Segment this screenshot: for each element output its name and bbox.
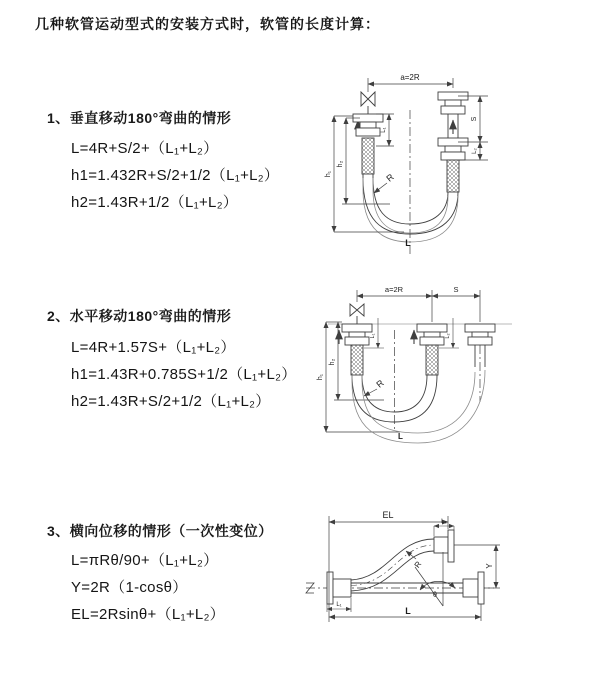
section-2-heading: 2、水平移动180°弯曲的情形: [47, 308, 232, 324]
d1-dim-l2-label: L₂: [472, 148, 478, 154]
d3-left-flange: [327, 572, 351, 604]
section-3-heading: 3、横向位移的情形（一次性变位）: [47, 523, 273, 539]
d2-dim-l1-label: L₁: [370, 333, 376, 339]
section-1-heading: 1、垂直移动180°弯曲的情形: [47, 110, 232, 126]
d3-dim-l-label: L: [405, 606, 411, 616]
d3-right-flange-lower: [463, 572, 484, 604]
d1-radius-label: R: [384, 171, 396, 184]
d2-dim-h2-label: h₂: [329, 358, 336, 366]
d3-dim-y-label: Y: [485, 563, 494, 569]
section-3-formula-EL: EL=2Rsinθ+（L₁+L₂）: [71, 606, 225, 623]
diagram-lateral-displacement: [298, 502, 598, 652]
d2-length-label: L: [398, 432, 403, 441]
d3-angle-label: θ: [433, 592, 437, 599]
d1-dim-a-label: a=2R: [400, 73, 420, 82]
section-1-formula-h1: h1=1.432R+S/2+1/2（L₁+L₂）: [71, 167, 280, 184]
section-2-formula-L: L=4R+1.57S+（L₁+L₂）: [71, 339, 236, 356]
d2-dim-a-label: a=2R: [384, 285, 404, 294]
section-3-formula-Y: Y=2R（1-cosθ）: [71, 579, 188, 596]
section-2-formula-h2: h2=1.43R+S/2+1/2（L₁+L₂）: [71, 393, 271, 410]
d2-left-flange: [342, 324, 372, 345]
d1-dim-l1-label: L₁: [381, 127, 387, 133]
d3-right-flange-upper: [434, 530, 454, 562]
section-1-formula-h2: h2=1.43R+1/2（L₁+L₂）: [71, 194, 239, 211]
d2-hose-phantom: [352, 370, 485, 443]
d3-hose-lower-wall: [351, 551, 434, 591]
d1-length-label: L: [405, 238, 411, 248]
diagram-horizontal-180-bend: [312, 282, 597, 462]
d1-right-braid: [447, 160, 459, 192]
d2-right-flange: [465, 324, 495, 345]
d2-dim-h1-label: h₁: [317, 373, 324, 381]
d2-left-braid: [351, 345, 363, 375]
d3-radius-label: R: [412, 559, 424, 570]
d3-radius-leader: [406, 551, 416, 559]
d1-dim-h2-label: h₂: [337, 160, 344, 168]
section-1-formula-L: L=4R+S/2+（L₁+L₂）: [71, 140, 219, 157]
d3-drawing: [306, 516, 500, 622]
d1-right-flange-top: [438, 92, 468, 114]
d2-valve-icon: [350, 304, 364, 316]
d3-dim-l1-label: L₁: [336, 602, 342, 608]
d1-hose-inner: [373, 174, 448, 224]
d2-drawing: [326, 290, 512, 443]
d1-dim-h1-label: h₁: [325, 170, 332, 178]
d2-middle-braid: [426, 345, 438, 375]
d1-radius-leader: [374, 183, 387, 193]
d2-dim-s-label: S: [453, 285, 459, 294]
d1-valve-icon: [361, 92, 375, 106]
page-title: 几种软管运动型式的安装方式时，软管的长度计算：: [35, 16, 380, 32]
d2-radius-leader: [364, 389, 377, 396]
d1-right-flange-bottom: [438, 138, 468, 160]
d3-el-dim: [329, 516, 448, 622]
d3-dim-el-label: EL: [382, 510, 394, 520]
section-2-formula-h1: h1=1.43R+0.785S+1/2（L₁+L₂）: [71, 366, 297, 383]
d2-middle-flange: [417, 324, 447, 345]
d1-dim-s-label: S: [471, 116, 478, 122]
d1-drawing: [334, 78, 488, 254]
d2-dim-l2-label: L₂: [445, 333, 451, 339]
d1-hose-phantom: [363, 178, 458, 242]
diagram-vertical-180-bend: [312, 66, 597, 261]
d1-left-braid: [362, 138, 374, 174]
d3-dim-l2-label: L₂: [441, 519, 447, 525]
d2-radius-label: R: [374, 377, 386, 390]
section-3-formula-L: L=πRθ/90+（L₁+L₂）: [71, 552, 219, 569]
